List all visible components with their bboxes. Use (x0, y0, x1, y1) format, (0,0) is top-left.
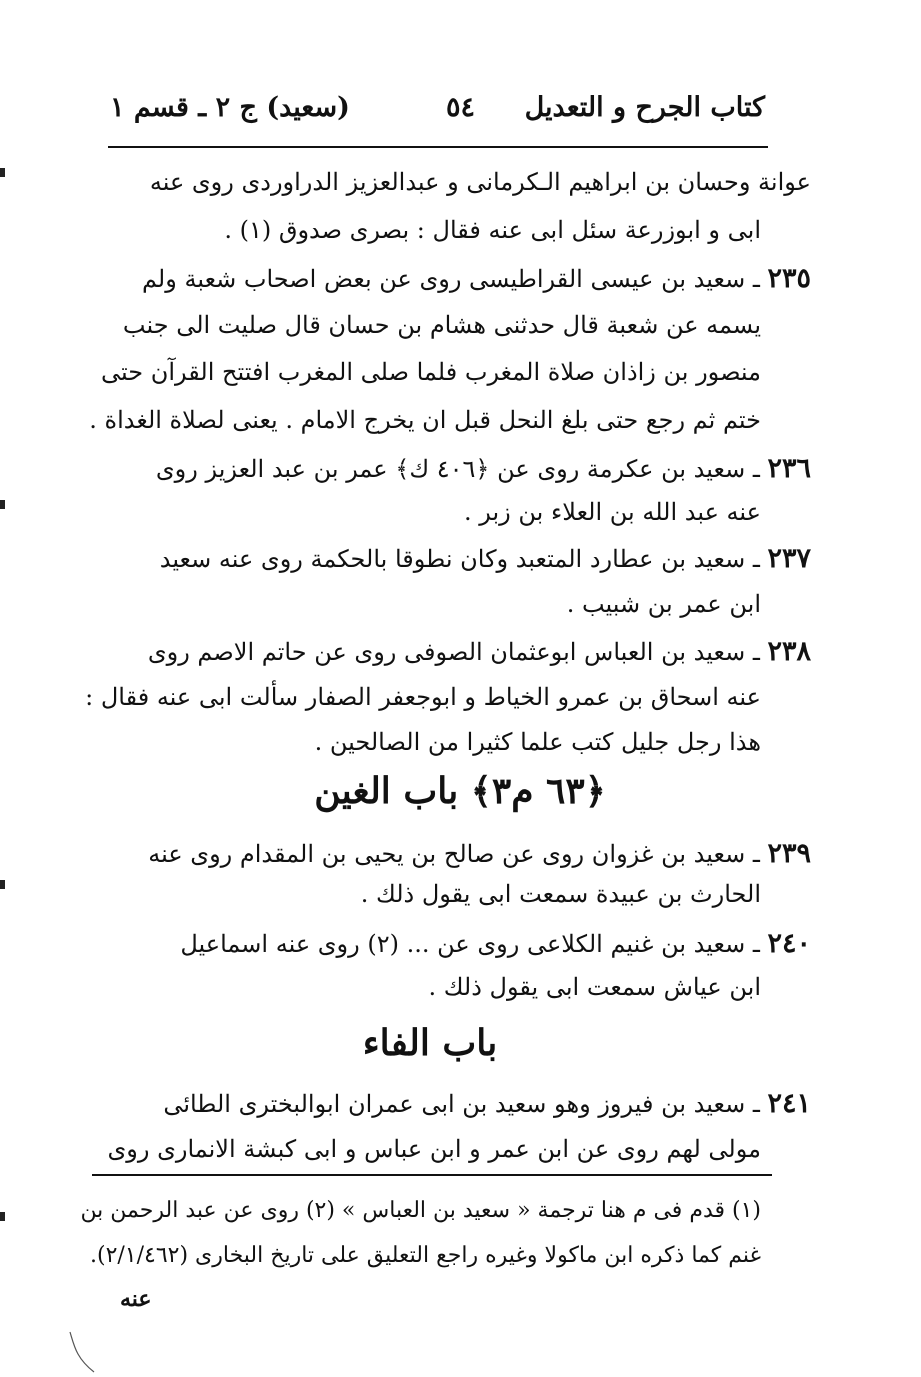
entry-236: ٢٣٦ ـ سعيد بن عكرمة روى عن ﴿٤٠٦ ك﴾ عمر بن عبد العزيز روى (155, 453, 811, 484)
footnote-rule (92, 1174, 772, 1176)
entry-241: ٢٤١ ـ سعيد بن فيروز وهو سعيد بن ابى عمران ابوالبخترى الطائى (163, 1088, 811, 1119)
text-line: ابى و ابوزرعة سئل ابى عنه فقال : بصرى صدوق (١) . (224, 216, 761, 244)
text-line: هذا رجل جليل كتب علما كثيرا من الصالحين . (314, 728, 761, 756)
book-title: كتاب الجرح و التعديل (524, 92, 765, 123)
text-line: مولى لهم روى عن ابن عمر و ابن عباس و ابى كبشة الانمارى روى (107, 1135, 761, 1163)
entry-number: ٢٣٩ (767, 838, 811, 869)
text-line: ختم ثم رجع حتى بلغ النحل قبل ان يخرج الامام . يعنى لصلاة الغداة . (89, 406, 761, 434)
text-line: ابن عياش سمعت ابى يقول ذلك . (428, 973, 761, 1001)
binding-mark (0, 168, 5, 177)
entry-239: ٢٣٩ ـ سعيد بن غزوان روى عن صالح بن يحيى بن المقدام روى عنه (148, 838, 811, 869)
text-line: عنه عبد الله بن العلاء بن زبر . (464, 498, 761, 526)
binding-mark (0, 880, 5, 889)
header-rule (108, 146, 768, 148)
entry-240: ٢٤٠ ـ سعيد بن غنيم الكلاعى روى عن ... (٢) روى عنه اسماعيل (180, 928, 811, 959)
text-line: ابن عمر بن شبيب . (566, 590, 761, 618)
entry-number: ٢٤٠ (767, 928, 811, 959)
entry-235: ٢٣٥ ـ سعيد بن عيسى القراطيسى روى عن بعض اصحاب شعبة ولم (141, 263, 811, 294)
volume-part: (سعيد) ج ٢ ـ قسم ١ (110, 92, 350, 123)
text-line: عوانة وحسان بن ابراهيم الـكرمانى و عبدالعزيز الدراوردى روى عنه (149, 168, 811, 196)
entry-237: ٢٣٧ ـ سعيد بن عطارد المتعبد وكان نطوقا بالحكمة روى عنه سعيد (159, 543, 811, 574)
binding-mark (0, 500, 5, 509)
catchword: عنه (120, 1286, 152, 1312)
text-line: يسمه عن شعبة قال حدثنى هشام بن حسان قال صليت الى جنب (122, 311, 761, 339)
text-line: منصور بن زاذان صلاة المغرب فلما صلى المغرب افتتح القرآن حتى (101, 358, 761, 386)
entry-number: ٢٣٧ (767, 543, 811, 574)
entry-number: ٢٣٥ (767, 263, 811, 294)
section-heading-fa: باب الفاء (362, 1022, 498, 1064)
section-heading-ghayn: ﴿٦٣ م٣﴾ باب الغين (314, 770, 606, 812)
page-number: ٥٤ (445, 92, 475, 123)
running-header (110, 92, 765, 138)
footnote-line: غنم كما ذكره ابن ماكولا وغيره راجع التعليق على تاريخ البخارى (٢/١/٤٦٢). (89, 1243, 761, 1268)
footnote-line: (١) قدم فى م هنا ترجمة « سعيد بن العباس » (٢) روى عن عبد الرحمن بن (80, 1198, 761, 1223)
entry-238: ٢٣٨ ـ سعيد بن العباس ابوعثمان الصوفى روى عن حاتم الاصم روى (147, 636, 811, 667)
stray-mark (68, 1330, 98, 1375)
text-line: عنه اسحاق بن عمرو الخياط و ابوجعفر الصفار سألت ابى عنه فقال : (85, 683, 761, 711)
entry-number: ٢٣٨ (767, 636, 811, 667)
text-line: الحارث بن عبيدة سمعت ابى يقول ذلك . (360, 880, 761, 908)
binding-mark (0, 1212, 5, 1221)
entry-number: ٢٤١ (767, 1088, 811, 1119)
entry-number: ٢٣٦ (767, 453, 811, 484)
